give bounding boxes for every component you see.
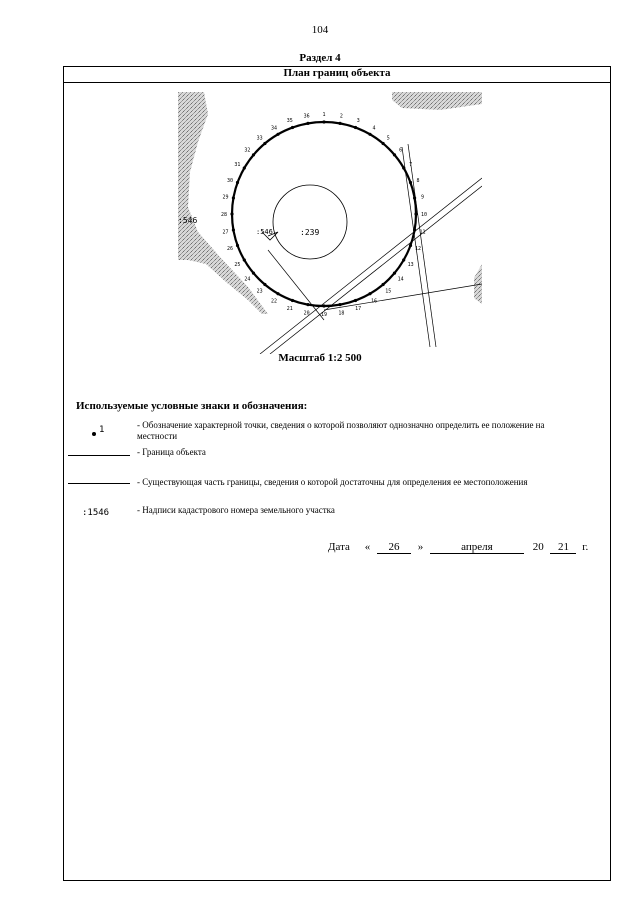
boundary-point-label-36: 36 — [303, 113, 310, 120]
boundary-point-1 — [322, 120, 325, 123]
date-label: Дата — [328, 541, 350, 553]
boundary-point-label-34: 34 — [270, 125, 278, 132]
boundary-point-2 — [338, 122, 341, 125]
boundary-point-35 — [291, 126, 294, 129]
legend-item-point: - Обозначение характерной точки, сведения о которой позволяют однозначно определить ее положение на местности — [137, 420, 545, 441]
neighbor-label-546: :546 — [178, 216, 198, 225]
boundary-point-label-5: 5 — [386, 135, 390, 142]
boundary-point-33 — [263, 142, 266, 145]
boundary-line-symbol — [68, 455, 130, 456]
boundary-point-label-14: 14 — [397, 276, 404, 283]
road-line-1 — [260, 178, 482, 354]
road-line-5 — [408, 144, 436, 347]
boundary-point-label-10: 10 — [420, 212, 428, 218]
boundary-point-3 — [354, 126, 357, 129]
point-symbol-label: 1 — [99, 425, 105, 435]
plan-title: План границ объекта — [283, 67, 391, 79]
boundary-point-label-6: 6 — [399, 147, 403, 154]
boundary-point-label-22: 22 — [270, 298, 278, 305]
boundary-point-label-16: 16 — [370, 298, 378, 305]
neighbor-area-west — [178, 92, 268, 314]
boundary-point-label-3: 3 — [356, 118, 360, 124]
boundary-point-label-4: 4 — [372, 125, 376, 132]
parcel-label-239: :239 — [300, 228, 320, 237]
road-line-2 — [270, 186, 482, 354]
boundary-point-36 — [306, 122, 309, 125]
section-title: Раздел 4 — [299, 52, 341, 64]
boundary-point-21 — [291, 299, 294, 302]
boundary-point-label-24: 24 — [244, 276, 251, 283]
parcel-boundary — [232, 122, 416, 306]
boundary-point-11 — [413, 228, 416, 231]
boundary-point-25 — [243, 258, 246, 261]
boundary-point-13 — [402, 258, 405, 261]
boundary-point-label-13: 13 — [407, 262, 414, 268]
boundary-point-label-21: 21 — [286, 306, 293, 312]
date-row — [328, 541, 588, 554]
boundary-point-label-9: 9 — [420, 194, 425, 201]
boundary-point-30 — [236, 181, 239, 184]
point-dot-icon — [92, 432, 96, 436]
boundary-point-8 — [409, 181, 412, 184]
boundary-point-24 — [252, 272, 255, 275]
title-divider — [63, 82, 611, 83]
boundary-point-32 — [252, 153, 255, 156]
date-open-quote: « — [364, 541, 371, 553]
boundary-point-34 — [276, 133, 279, 136]
boundary-point-label-29: 29 — [222, 194, 229, 201]
boundary-point-19 — [322, 304, 325, 307]
boundary-point-15 — [382, 283, 385, 286]
boundary-point-label-27: 27 — [222, 229, 229, 236]
legend-item-existing-boundary: - Существующая часть границы, сведения о которой достаточны для определения ее местоположения — [137, 477, 528, 487]
boundary-point-label-25: 25 — [234, 262, 241, 268]
parcel-239-circle — [273, 185, 347, 259]
road-line-6 — [268, 250, 324, 320]
boundary-point-label-23: 23 — [256, 288, 263, 295]
date-month: апреля — [430, 541, 524, 554]
date-year-prefix: 20 — [532, 541, 544, 553]
boundary-point-31 — [243, 166, 246, 169]
legend-heading: Используемые условные знаки и обозначения: — [76, 400, 308, 412]
boundary-point-20 — [306, 303, 309, 306]
legend-item-cadastral-label: - Надписи кадастрового номера земельного участка — [137, 505, 335, 515]
boundary-point-label-18: 18 — [338, 310, 345, 317]
boundary-point-5 — [382, 142, 385, 145]
boundary-point-label-28: 28 — [220, 212, 228, 218]
boundary-point-label-30: 30 — [226, 177, 234, 184]
neighbor-area-northeast — [392, 92, 482, 110]
date-day: 26 — [377, 541, 411, 554]
road-line-3 — [324, 284, 482, 310]
boundary-point-16 — [368, 292, 371, 295]
date-year-unit: г. — [582, 541, 589, 553]
boundary-point-label-8: 8 — [416, 177, 420, 184]
boundary-point-6 — [393, 153, 396, 156]
boundary-point-14 — [393, 272, 396, 275]
boundary-point-label-32: 32 — [244, 147, 251, 154]
date-year-suffix: 21 — [550, 541, 576, 554]
boundary-point-labels — [221, 112, 427, 318]
boundary-plan-map — [178, 92, 482, 354]
boundary-point-9 — [413, 196, 416, 199]
date-close-quote: » — [417, 541, 424, 553]
existing-boundary-symbol — [68, 483, 130, 484]
boundary-point-label-17: 17 — [355, 306, 362, 312]
boundary-point-27 — [232, 228, 235, 231]
boundary-point-23 — [263, 283, 266, 286]
boundary-point-label-35: 35 — [286, 118, 293, 124]
boundary-point-label-2: 2 — [339, 113, 343, 120]
boundary-point-28 — [230, 212, 233, 215]
boundary-point-label-33: 33 — [256, 135, 263, 142]
point-symbol — [88, 425, 128, 439]
boundary-point-label-19: 19 — [320, 312, 328, 318]
boundary-point-label-12: 12 — [414, 246, 422, 253]
boundary-point-18 — [338, 303, 341, 306]
boundary-point-4 — [368, 133, 371, 136]
boundary-point-12 — [409, 244, 412, 247]
boundary-point-label-15: 15 — [385, 288, 392, 295]
boundary-point-label-7: 7 — [409, 162, 413, 168]
boundary-point-26 — [236, 244, 239, 247]
boundary-point-label-31: 31 — [234, 162, 241, 168]
boundary-point-label-20: 20 — [303, 310, 310, 317]
boundary-point-22 — [276, 292, 279, 295]
page-number: 104 — [311, 24, 329, 36]
scale-label: Масштаб 1:2 500 — [278, 352, 362, 364]
boundary-point-10 — [414, 212, 417, 215]
boundary-point-17 — [354, 299, 357, 302]
neighbor-label-546-inner: :546 — [256, 228, 273, 236]
boundary-point-7 — [402, 166, 405, 169]
legend-item-boundary: - Граница объекта — [137, 447, 206, 457]
boundary-point-label-1: 1 — [322, 112, 326, 118]
cadastral-label-symbol: :1546 — [82, 508, 110, 518]
boundary-point-label-11: 11 — [419, 229, 426, 236]
boundary-point-label-26: 26 — [226, 246, 234, 253]
boundary-point-29 — [232, 196, 235, 199]
